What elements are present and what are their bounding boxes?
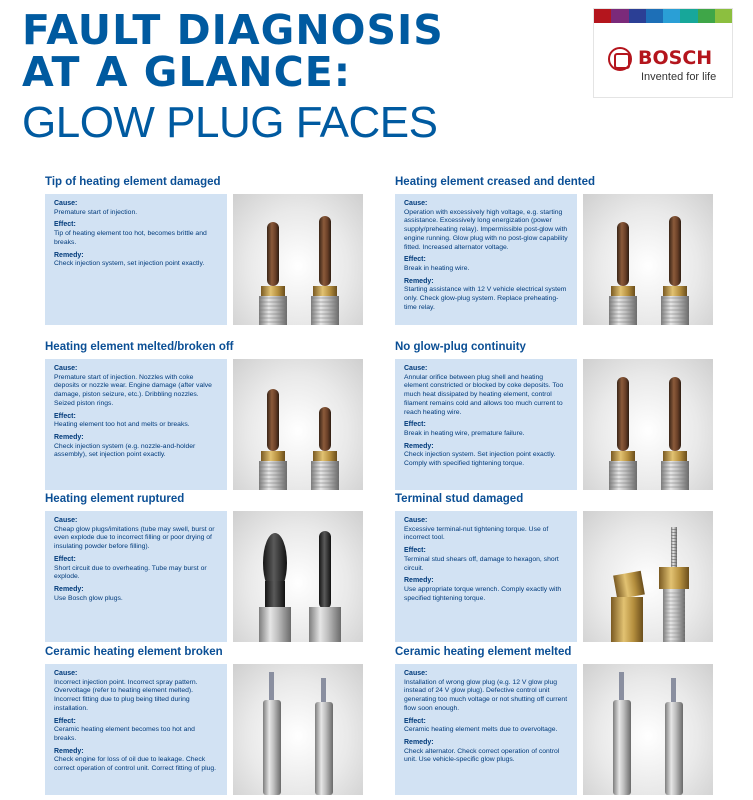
card-photo <box>583 194 713 325</box>
remedy-text: Check injection system (e.g. nozzle-and-holder assembly), set injection point exactly. <box>54 442 196 459</box>
card-info-panel <box>395 664 577 795</box>
remedy-label: Remedy: <box>54 747 84 755</box>
melted-plugs-image <box>233 359 363 490</box>
effect-label: Effect: <box>404 717 426 725</box>
card-info-panel <box>45 664 227 795</box>
logo-stripe-segment <box>646 9 663 23</box>
card-photo <box>583 664 713 795</box>
effect-label: Effect: <box>54 555 76 563</box>
card-photo <box>233 664 363 795</box>
card-photo <box>233 194 363 325</box>
page-subtitle: GLOW PLUG FACES <box>22 98 438 147</box>
cause-label: Cause: <box>404 200 428 207</box>
remedy-text: Check injection system, set injection point exactly. <box>54 260 205 268</box>
cause-label: Cause: <box>54 200 78 207</box>
cause-label: Cause: <box>404 670 428 677</box>
card-photo <box>583 511 713 642</box>
effect-label: Effect: <box>404 256 426 264</box>
logo-stripe-segment <box>594 9 611 23</box>
card-title: Heating element creased and dented <box>395 176 596 188</box>
page-title-line-1: FAULT DIAGNOSIS <box>22 6 444 54</box>
bosch-logo <box>593 8 733 98</box>
card-title: Ceramic heating element melted <box>395 646 572 658</box>
damaged-tip-plugs-image <box>233 194 363 325</box>
logo-brand-name: BOSCH <box>638 47 713 69</box>
card-info-panel <box>45 359 227 490</box>
remedy-label: Remedy: <box>54 433 84 441</box>
card-info-panel <box>395 359 577 490</box>
logo-stripe-segment <box>663 9 680 23</box>
remedy-label: Remedy: <box>404 577 434 585</box>
remedy-text: Check injection system. Set injection point exactly. Comply with specified tightening torque. <box>404 451 556 468</box>
remedy-text: Use appropriate torque wrench. Comply exactly with specified tightening torque. <box>404 586 562 602</box>
remedy-text: Starting assistance with 12 V vehicle electrical system only. Check glow-plug system. Replace preheating-time relay. <box>404 286 567 311</box>
cause-text: Annular orifice between plug shell and heating element constricted or blocked by coke deposits. Too much heat dissipated by heating element, control filament remains cold and allows too much current to reach heating wire. <box>404 373 564 416</box>
effect-label: Effect: <box>54 221 76 229</box>
no-continuity-plugs-image <box>583 359 713 490</box>
effect-text: Ceramic heating element becomes too hot and breaks. <box>54 726 195 742</box>
page-title-line-2: AT A GLANCE: <box>22 48 352 96</box>
cause-label: Cause: <box>54 517 78 524</box>
cause-text: Premature start of injection. <box>54 208 138 216</box>
cause-text: Premature start of injection. Nozzles with coke deposits or nozzle wear. Engine damage (after valve damage, piston seizure, etc.). Dribbling nozzles. Seized piston rings. <box>54 373 212 407</box>
cause-text: Installation of wrong glow plug (e.g. 12 V glow plug instead of 24 V glow plug). Defective control unit generating too much voltage or not shutting off current flow soon enough. <box>404 678 568 712</box>
ceramic-broken-plugs-image <box>233 664 363 795</box>
card-photo <box>233 359 363 490</box>
bosch-armature-icon <box>608 47 632 71</box>
ceramic-melted-plugs-image <box>583 664 713 795</box>
effect-text: Ceramic heating element melts due to overvoltage. <box>404 726 558 734</box>
remedy-label: Remedy: <box>54 251 84 259</box>
card-title: Heating element melted/broken off <box>45 341 234 353</box>
terminal-stud-plugs-image <box>583 511 713 642</box>
effect-text: Break in heating wire. <box>404 264 470 272</box>
creased-plugs-image <box>583 194 713 325</box>
card-info-panel <box>45 511 227 642</box>
card-title: Tip of heating element damaged <box>45 176 221 188</box>
remedy-label: Remedy: <box>404 738 434 746</box>
cause-text: Cheap glow plugs/imitations (tube may swell, burst or even explode due to incorrect filling or poor drying of insulating powder before filling). <box>54 525 215 551</box>
cause-label: Cause: <box>54 670 78 677</box>
card-title: Ceramic heating element broken <box>45 646 223 658</box>
logo-stripe-segment <box>611 9 628 23</box>
card-info-panel <box>45 194 227 325</box>
logo-tagline: Invented for life <box>641 71 717 83</box>
card-info-panel <box>395 194 577 325</box>
remedy-text: Check alternator. Check correct operation of control unit. Use vehicle-specific glow plugs. <box>404 747 560 764</box>
card-photo <box>583 359 713 490</box>
cause-text: Incorrect injection point. Incorrect spray pattern. Overvoltage (refer to heating element melted). Incorrect fitting due to plug being tilted during installation. <box>54 678 198 712</box>
cause-text: Operation with excessively high voltage, e.g. starting assistance. Excessively long energization (power supply/preheating relay). Impermissible post-glow with engine running. Glow plug with no post-glow capability fitted. Increased alternator voltage. <box>404 208 568 251</box>
remedy-text: Check engine for loss of oil due to leakage. Check correct operation of control unit. Correct fitting of plug. <box>54 756 217 773</box>
cause-text: Excessive terminal-nut tightening torque. Use of incorrect tool. <box>404 525 549 542</box>
effect-label: Effect: <box>54 717 76 725</box>
remedy-text: Use Bosch glow plugs. <box>54 594 123 602</box>
logo-stripe-segment <box>629 9 646 23</box>
card-photo <box>233 511 363 642</box>
card-title: Terminal stud damaged <box>395 493 524 505</box>
logo-stripe-segment <box>715 9 732 23</box>
cause-label: Cause: <box>404 517 428 524</box>
card-info-panel <box>395 511 577 642</box>
effect-text: Break in heating wire, premature failure. <box>404 429 525 437</box>
logo-stripe-segment <box>698 9 715 23</box>
card-title: Heating element ruptured <box>45 493 185 505</box>
logo-color-stripe <box>594 9 732 23</box>
cause-label: Cause: <box>54 365 78 372</box>
effect-label: Effect: <box>404 421 426 429</box>
cause-label: Cause: <box>404 365 428 372</box>
ruptured-plugs-image <box>233 511 363 642</box>
effect-text: Tip of heating element too hot, becomes brittle and breaks. <box>54 230 207 246</box>
remedy-label: Remedy: <box>54 585 84 593</box>
effect-label: Effect: <box>54 412 76 420</box>
card-title: No glow-plug continuity <box>395 341 526 353</box>
remedy-label: Remedy: <box>404 442 434 450</box>
effect-label: Effect: <box>404 547 426 555</box>
effect-text: Heating element too hot and melts or breaks. <box>54 421 190 429</box>
remedy-label: Remedy: <box>404 277 434 285</box>
logo-stripe-segment <box>680 9 697 23</box>
effect-text: Short circuit due to overheating. Tube may burst or explode. <box>54 564 207 581</box>
effect-text: Terminal stud shears off, damage to hexagon, short circuit. <box>404 555 559 572</box>
